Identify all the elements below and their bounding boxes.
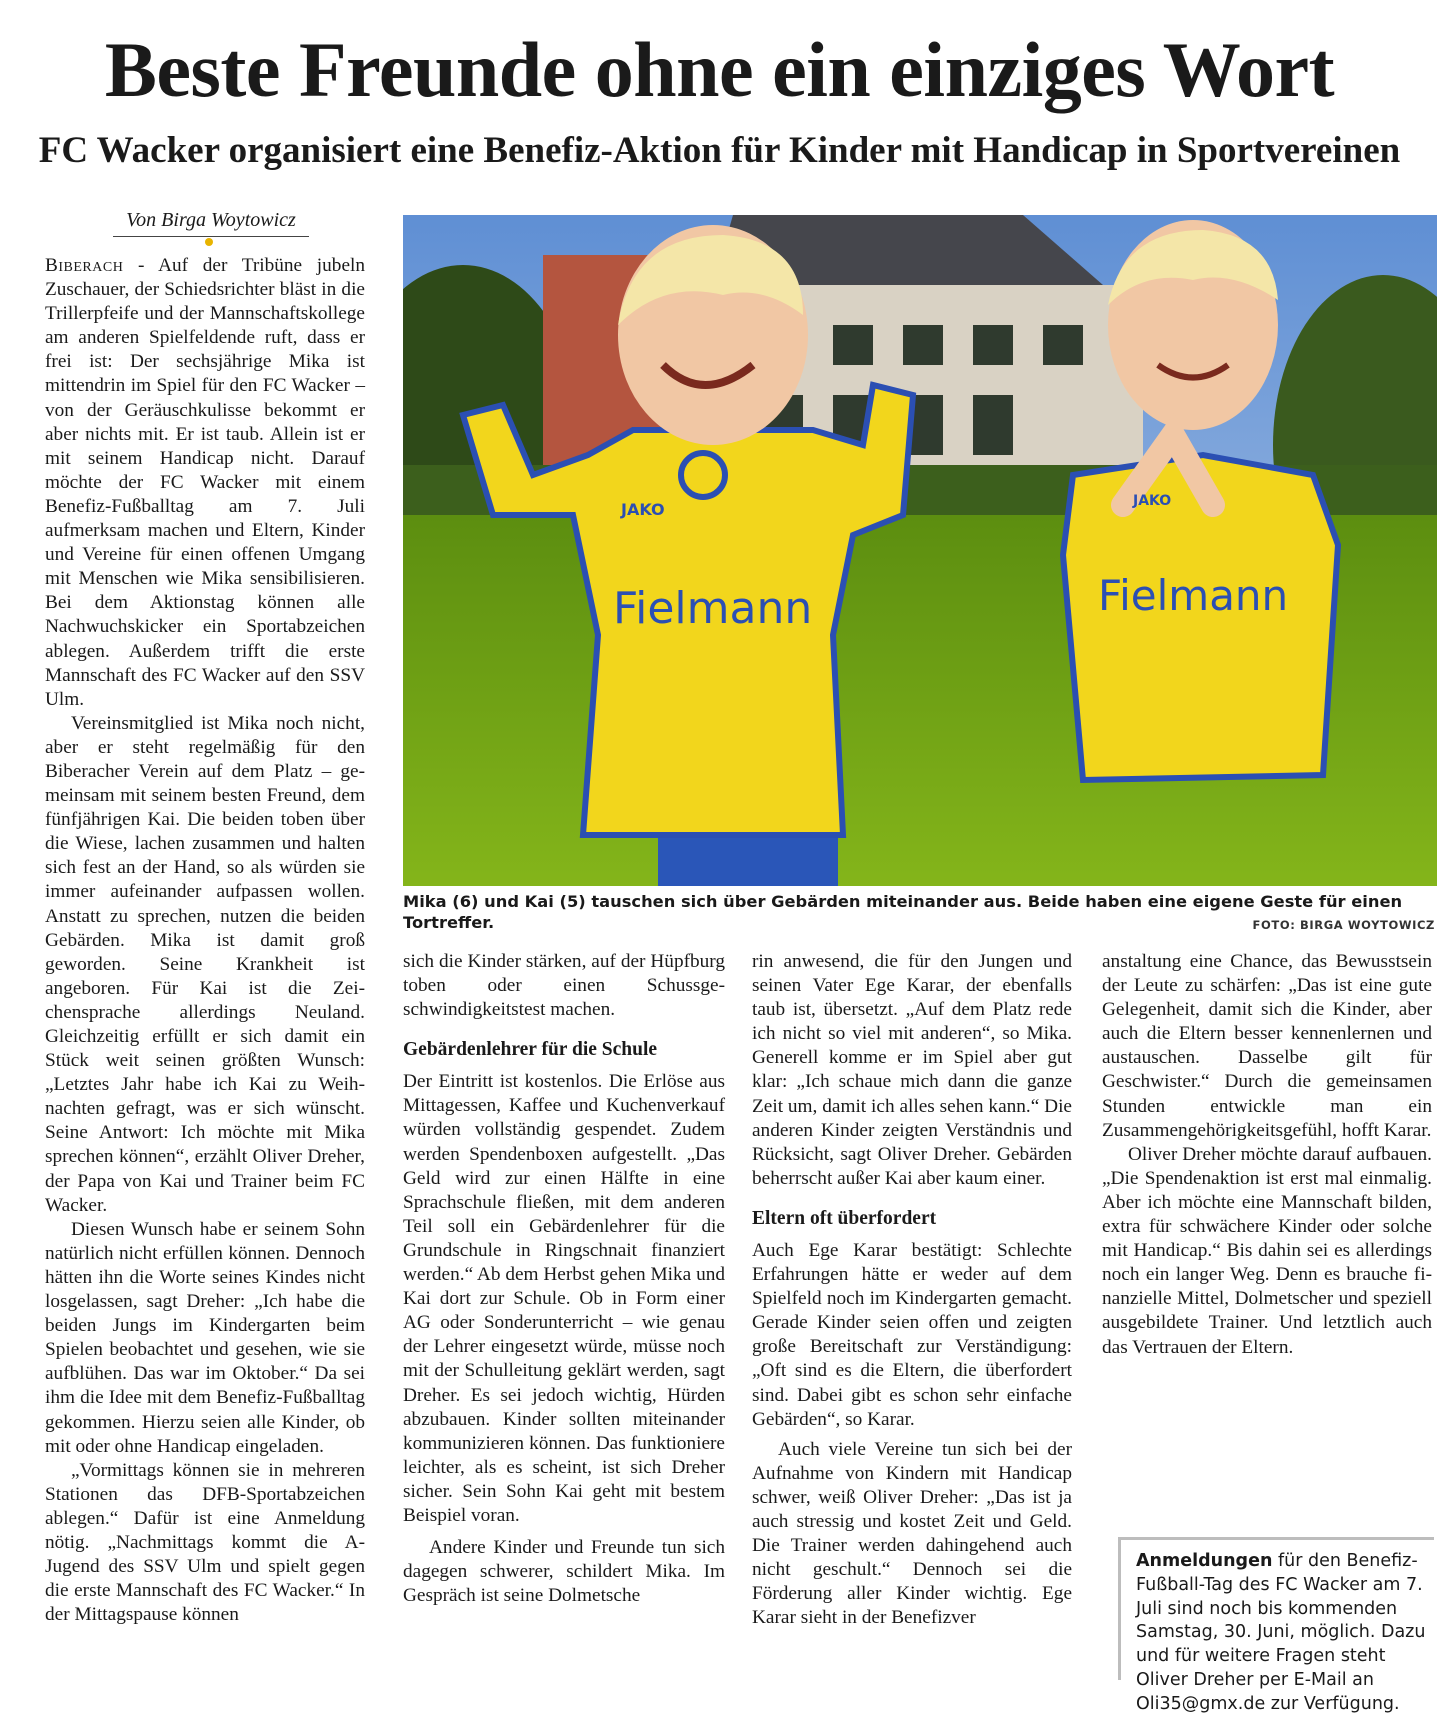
paragraph: Der Eintritt ist kostenlos. Die Erlöse aus Mittagessen, Kaffee und Kuchenverkauf würden vollständig gespendet. Zudem werden Spendenboxen aufgestellt. „Das Geld wird zur einen Hälfte in eine Sprachschule fließen, mit dem anderen Teil soll ein Gebärdenlehrer für die Grundschule in Ringschnait finanziert werden.“ Ab dem Herbst gehen Mika und Kai dort zur Schule. Ob in Form einer AG oder Sonderunterricht – wie genau der Lehrer eingesetzt würde, müsse noch mit der Schulleitung geklärt werden, sagt Dreher. Es sei jedoch wichtig, Hürden abzubauen. Kinder sollten miteinander kommunizieren können. Das funktioniere leichter, als es scheint, ist sich Dreher sicher. Sein Sohn Kai geht mit bestem Beispiel voran.	[403, 1071, 725, 1526]
headline: Beste Freunde ohne ein einziges Wort	[104, 26, 1335, 113]
paragraph: Auch Ege Karar bestätigt: Schlechte Erfahrungen hätte er weder auf dem Spielfeld noch im Kindergarten gemacht. Gerade Kinder seien offen und zeigten große Bereitschaft zur Verständigung: „Oft sind es die Eltern, die überfordert sind. Dabei gibt es schon sehr einfache Gebärden“, so Karar.	[752, 1239, 1072, 1430]
shirt-brand-left: JAKO	[621, 500, 665, 519]
article-column-4	[1102, 950, 1432, 1360]
subheading: Gebärdenlehrer für die Schule	[403, 1039, 658, 1061]
article-photo	[403, 215, 1437, 886]
subheading: Eltern oft überfordert	[752, 1207, 937, 1229]
dateline: Biberach	[45, 255, 124, 276]
paragraph: Vereinsmitglied ist Mika noch nicht, aber er steht regelmäßig für den Biberacher Verein auf dem Platz – gemeinsam mit seinem besten Freund, dem fünfjährigen Kai. Die beiden toben über die Wiese, lachen zusammen und halten sich fest an der Hand, so als würden sie immer aufeinander aufpassen wollen. Anstatt zu sprechen, nutzen die beiden Gebärden. Mika ist damit groß geworden. Seine Krankheit ist angeboren. Für Kai ist die Zeichensprache allerdings Neuland. Gleichzeitig erfüllt er sich damit ein Stück weit seinen größten Wunsch: „Letztes Jahr habe ich Kai zu Weihnachten gefragt, was er sich wünscht. Seine Antwort: Ich möchte mit Mika sprechen können“, erzählt Oliver Dreher, der Papa von Kai und Trainer beim FC Wacker.	[45, 712, 365, 1216]
registration-infobox	[1118, 1537, 1434, 1714]
paragraph: „Vormittags können sie in mehreren Stationen das DFB-Sportabzeichen ablegen.“ Dafür ist eine Anmeldung nötig. „Nachmittags kommt die A-Jugend des SSV Ulm und spielt gegen die erste Mannschaft des FC Wacker.“ In der Mittagspause können	[45, 1459, 365, 1626]
paragraph: Diesen Wunsch habe er seinem Sohn natürlich nicht erfüllen können. Dennoch hätten ihn die Worte seines Kindes nicht losgelassen, sagt Dreher: „Ich habe die beiden Jungs im Kindergarten beim Spielen beobachtet und gesehen, wie sie aufblühen. Das war im Oktober.“ Da sei ihm die Idee mit dem Benefiz-Fußballtag gekommen. Hierzu seien alle Kinder, ob mit oder ohne Handicap eingeladen.	[45, 1218, 365, 1457]
infobox-lead: Anmeldungen	[1136, 1551, 1273, 1571]
article-column-3	[752, 950, 1072, 1630]
byline: Von Birga Woytowicz	[113, 208, 309, 237]
paragraph: Oliver Dreher möchte darauf aufbauen. „Die Spendenaktion ist erst mal einmalig. Aber ich möchte eine Mannschaft bilden, extra für schwächere Kinder oder solche mit Handicap.“ Bis dahin sei es allerdings noch ein langer Weg. Denn es brauche finanzielle Mittel, Dolmetscher und speziell ausgebildete Trainer. Und letztlich auch das Vertrauen der Eltern.	[1102, 1143, 1432, 1358]
paragraph: Andere Kinder und Freunde tun sich dagegen schwerer, schildert Mika. Im Gespräch ist seine Dolmetsche	[403, 1537, 725, 1607]
photo-caption: Mika (6) und Kai (5) tauschen sich über Gebärden miteinander aus. Beide haben eine eigene Geste für einen Tortreffer.	[403, 892, 1403, 932]
paragraph: rin anwesend, die für den Jungen und seinen Vater Ege Karar, der ebenfalls taub ist, übersetzt. „Auf dem Platz rede ich nicht so viel mit anderen“, so Mika. Generell komme er im Spiel aber gut klar: „Ich schaue mich dann die ganze Zeit um, damit ich alles sehen kann.“ Die anderen Kinder zeigten Verständnis und Rücksicht, sagt Oliver Dreher. Gebärden beherrscht außer Kai aber kaum einer.	[752, 951, 1072, 1189]
paragraph	[45, 254, 365, 712]
byline-dot	[205, 238, 213, 246]
paragraph-text: - Auf der Tribüne jubeln Zuschauer, der Schiedsrichter bläst in die Trillerpfeife und der Mannschaftskollege am anderen Spielfeldende ruft, dass er frei ist: Der sechsjährige Mika ist mittendrin im Spiel für den FC Wacker – von der Geräuschkulisse bekommt er aber nichts mit. Er ist taub. Allein ist er mit seinem Handicap nicht. Darauf möchte der FC Wacker mit einem Benefiz-Fußballtag am 7. Juli aufmerksam machen und Eltern, Kinder und Vereine für einen offenen Umgang mit Menschen wie Mika sensibilisieren. Bei dem Aktionstag können alle Nachwuchskicker ein Sportabzeichen ablegen. Außerdem trifft die erste Mannschaft des FC Wacker auf den SSV Ulm.	[45, 255, 365, 710]
shirt-sponsor-left: Fielmann	[613, 583, 813, 634]
paragraph: Auch viele Vereine tun sich bei der Aufnahme von Kindern mit Handicap schwer, weiß Oliver Dreher: „Das ist ja auch stressig und kostet Zeit und Geld. Die Trainer werden dahingehend auch nicht geschult.“ Dennoch sei die Förderung aller Kinder wichtig. Ege Karar sieht in der Benefizver	[752, 1438, 1072, 1629]
infobox-text: für den Benefiz-Fußball-Tag des FC Wacker am 7. Juli sind noch bis kommenden Samstag, 30. Juni, möglich. Dazu und für weitere Fragen steht Oliver Dreher per E-Mail an Oli35@gmx.de zur Verfügung.	[1136, 1551, 1426, 1714]
article-column-2	[403, 950, 725, 1608]
paragraph: sich die Kinder stärken, auf der Hüpfburg toben oder einen Schussgeschwindigkeitstest machen.	[403, 951, 725, 1021]
shirt-sponsor-right: Fielmann	[1098, 571, 1289, 620]
article-column-1	[45, 254, 365, 1627]
subheadline: FC Wacker organisiert eine Benefiz-Aktion für Kinder mit Handicap in Sportvereinen	[38, 130, 1401, 171]
photo-illustration	[403, 215, 1437, 886]
paragraph: anstaltung eine Chance, das Bewusstsein der Leute zu schärfen: „Das ist eine gute Gelegenheit, damit sich die Kinder, aber auch die Eltern besser kennenlernen und austauschen. Dasselbe gilt für Geschwister.“ Durch die gemeinsamen Stunden entwickle man ein Zusammengehörigkeitsgefühl, hofft Karar.	[1102, 951, 1432, 1141]
shirt-brand-right: JAKO	[1133, 493, 1172, 509]
photo-credit: FOTO: BIRGA WOYTOWICZ	[1252, 918, 1435, 932]
